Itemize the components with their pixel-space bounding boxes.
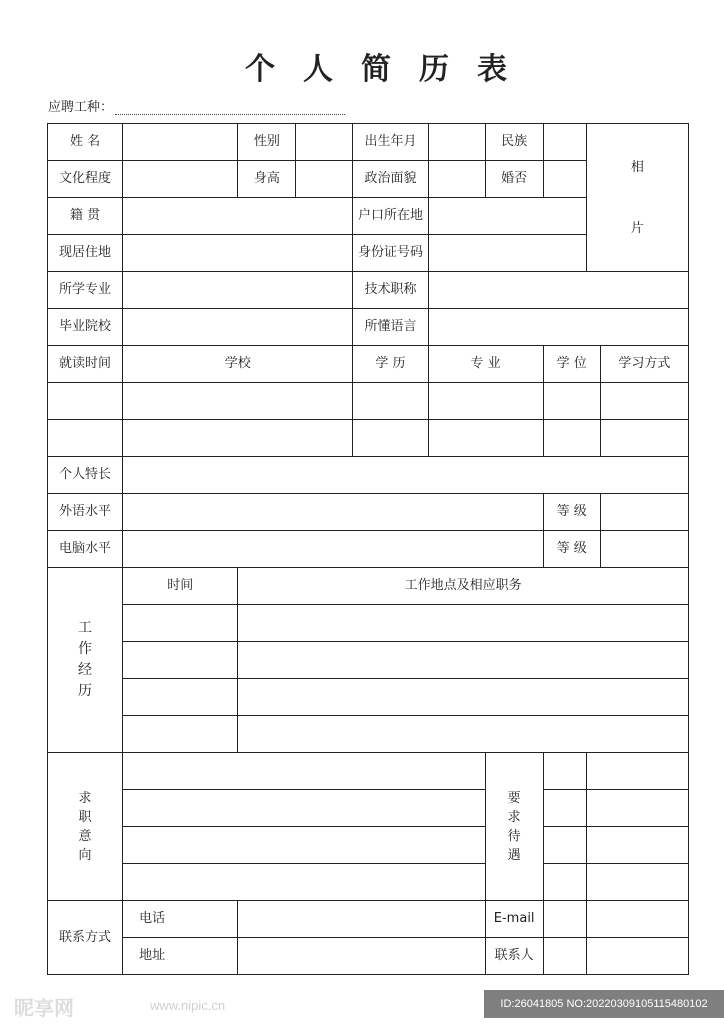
study-row xyxy=(48,420,689,457)
political-field[interactable] xyxy=(428,161,485,198)
work-time-cell[interactable] xyxy=(123,605,238,642)
computer-level-label: 等 级 xyxy=(543,531,600,568)
foreign-level-field[interactable] xyxy=(600,494,688,531)
edu-label: 文化程度 xyxy=(48,161,123,198)
salary-field[interactable] xyxy=(586,827,688,864)
work-place-cell[interactable] xyxy=(238,716,689,753)
phone-label: 电话 xyxy=(123,901,238,938)
study-row xyxy=(48,383,689,420)
work-place-cell[interactable] xyxy=(238,605,689,642)
study-period-cell[interactable] xyxy=(48,420,123,457)
work-history-label xyxy=(48,568,123,753)
major-field[interactable] xyxy=(123,272,353,309)
work-row xyxy=(48,605,689,642)
work-row xyxy=(48,716,689,753)
study-mode-header: 学习方式 xyxy=(600,346,688,383)
resume-table xyxy=(47,123,689,975)
height-label: 身高 xyxy=(238,161,296,198)
work-place-header: 工作地点及相应职务 xyxy=(238,568,689,605)
ethnic-field[interactable] xyxy=(543,124,586,161)
study-period-header: 就读时间 xyxy=(48,346,123,383)
political-label: 政治面貌 xyxy=(353,161,428,198)
salary-label xyxy=(485,753,543,901)
email-field[interactable] xyxy=(543,901,586,938)
study-academic-cell[interactable] xyxy=(543,383,600,420)
study-major-cell[interactable] xyxy=(428,420,543,457)
job-intent-field[interactable] xyxy=(123,753,486,790)
foreign-level-label: 等 级 xyxy=(543,494,600,531)
specialty-field[interactable] xyxy=(123,457,689,494)
photo-label-bottom: 片 xyxy=(630,220,644,236)
language-label: 所懂语言 xyxy=(353,309,428,346)
idcard-field[interactable] xyxy=(428,235,586,272)
specialty-label: 个人特长 xyxy=(48,457,123,494)
computer-level-field[interactable] xyxy=(600,531,688,568)
address-field[interactable] xyxy=(123,235,353,272)
idcard-label: 身份证号码 xyxy=(353,235,428,272)
contact-person-field[interactable] xyxy=(543,938,586,975)
job-intent-field[interactable] xyxy=(123,827,486,864)
computer-field[interactable] xyxy=(123,531,544,568)
phone-field[interactable] xyxy=(238,901,485,938)
salary-field[interactable] xyxy=(543,827,586,864)
salary-field[interactable] xyxy=(586,753,688,790)
work-time-cell[interactable] xyxy=(123,679,238,716)
marital-label: 婚否 xyxy=(485,161,543,198)
tech-title-field[interactable] xyxy=(428,272,688,309)
native-field[interactable] xyxy=(123,198,353,235)
study-academic-header: 学 位 xyxy=(543,346,600,383)
name-label: 姓 名 xyxy=(48,124,123,161)
contact-person-field[interactable] xyxy=(586,938,688,975)
salary-field[interactable] xyxy=(586,864,688,901)
apply-position-row xyxy=(48,96,345,115)
study-degree-header: 学 历 xyxy=(353,346,428,383)
study-degree-cell[interactable] xyxy=(353,383,428,420)
edu-field[interactable] xyxy=(123,161,238,198)
salary-field[interactable] xyxy=(543,753,586,790)
work-place-cell[interactable] xyxy=(238,642,689,679)
work-row xyxy=(48,679,689,716)
addr-label: 地址 xyxy=(123,938,238,975)
photo-box[interactable] xyxy=(586,124,688,272)
work-time-cell[interactable] xyxy=(123,642,238,679)
apply-position-field[interactable] xyxy=(115,100,345,115)
address-label: 现居住地 xyxy=(48,235,123,272)
ethnic-label: 民族 xyxy=(485,124,543,161)
salary-text: 要求待遇 xyxy=(507,790,521,863)
birth-label: 出生年月 xyxy=(353,124,428,161)
watermark-url: www.nipic.cn xyxy=(150,998,226,1013)
study-school-cell[interactable] xyxy=(123,420,353,457)
contact-label: 联系方式 xyxy=(48,901,123,975)
gender-label: 性别 xyxy=(238,124,296,161)
hukou-field[interactable] xyxy=(428,198,586,235)
study-mode-cell[interactable] xyxy=(600,383,688,420)
work-place-cell[interactable] xyxy=(238,679,689,716)
work-history-text: 工作经历 xyxy=(78,620,93,699)
height-field[interactable] xyxy=(296,161,353,198)
birth-field[interactable] xyxy=(428,124,485,161)
work-time-cell[interactable] xyxy=(123,716,238,753)
salary-field[interactable] xyxy=(543,864,586,901)
study-school-header: 学校 xyxy=(123,346,353,383)
job-intent-label xyxy=(48,753,123,901)
school-field[interactable] xyxy=(123,309,353,346)
marital-field[interactable] xyxy=(543,161,586,198)
email-label: E-mail xyxy=(485,901,543,938)
job-intent-field[interactable] xyxy=(123,790,486,827)
page-title: 个人简历表 xyxy=(245,52,535,87)
study-major-cell[interactable] xyxy=(428,383,543,420)
study-period-cell[interactable] xyxy=(48,383,123,420)
foreign-label: 外语水平 xyxy=(48,494,123,531)
email-field[interactable] xyxy=(586,901,688,938)
language-field[interactable] xyxy=(428,309,688,346)
study-academic-cell[interactable] xyxy=(543,420,600,457)
major-label: 所学专业 xyxy=(48,272,123,309)
image-id-bar: ID:26041805 NO:20220309105115480102 xyxy=(484,990,724,1018)
gender-field[interactable] xyxy=(296,124,353,161)
salary-field[interactable] xyxy=(543,790,586,827)
study-school-cell[interactable] xyxy=(123,383,353,420)
school-label: 毕业院校 xyxy=(48,309,123,346)
tech-title-label: 技术职称 xyxy=(353,272,428,309)
photo-label-top: 相 xyxy=(630,159,644,175)
foreign-field[interactable] xyxy=(123,494,544,531)
hukou-label: 户口所在地 xyxy=(353,198,428,235)
apply-position-label: 应聘工种： xyxy=(48,100,114,115)
work-time-header: 时间 xyxy=(123,568,238,605)
watermark-logo: 昵享网 xyxy=(14,996,74,1020)
job-intent-field[interactable] xyxy=(123,864,486,901)
study-major-header: 专 业 xyxy=(428,346,543,383)
work-row xyxy=(48,642,689,679)
job-intent-text: 求职意向 xyxy=(78,790,92,863)
addr-field[interactable] xyxy=(238,938,485,975)
contact-person-label: 联系人 xyxy=(485,938,543,975)
native-label: 籍 贯 xyxy=(48,198,123,235)
computer-label: 电脑水平 xyxy=(48,531,123,568)
study-degree-cell[interactable] xyxy=(353,420,428,457)
salary-field[interactable] xyxy=(586,790,688,827)
name-field[interactable] xyxy=(123,124,238,161)
study-mode-cell[interactable] xyxy=(600,420,688,457)
